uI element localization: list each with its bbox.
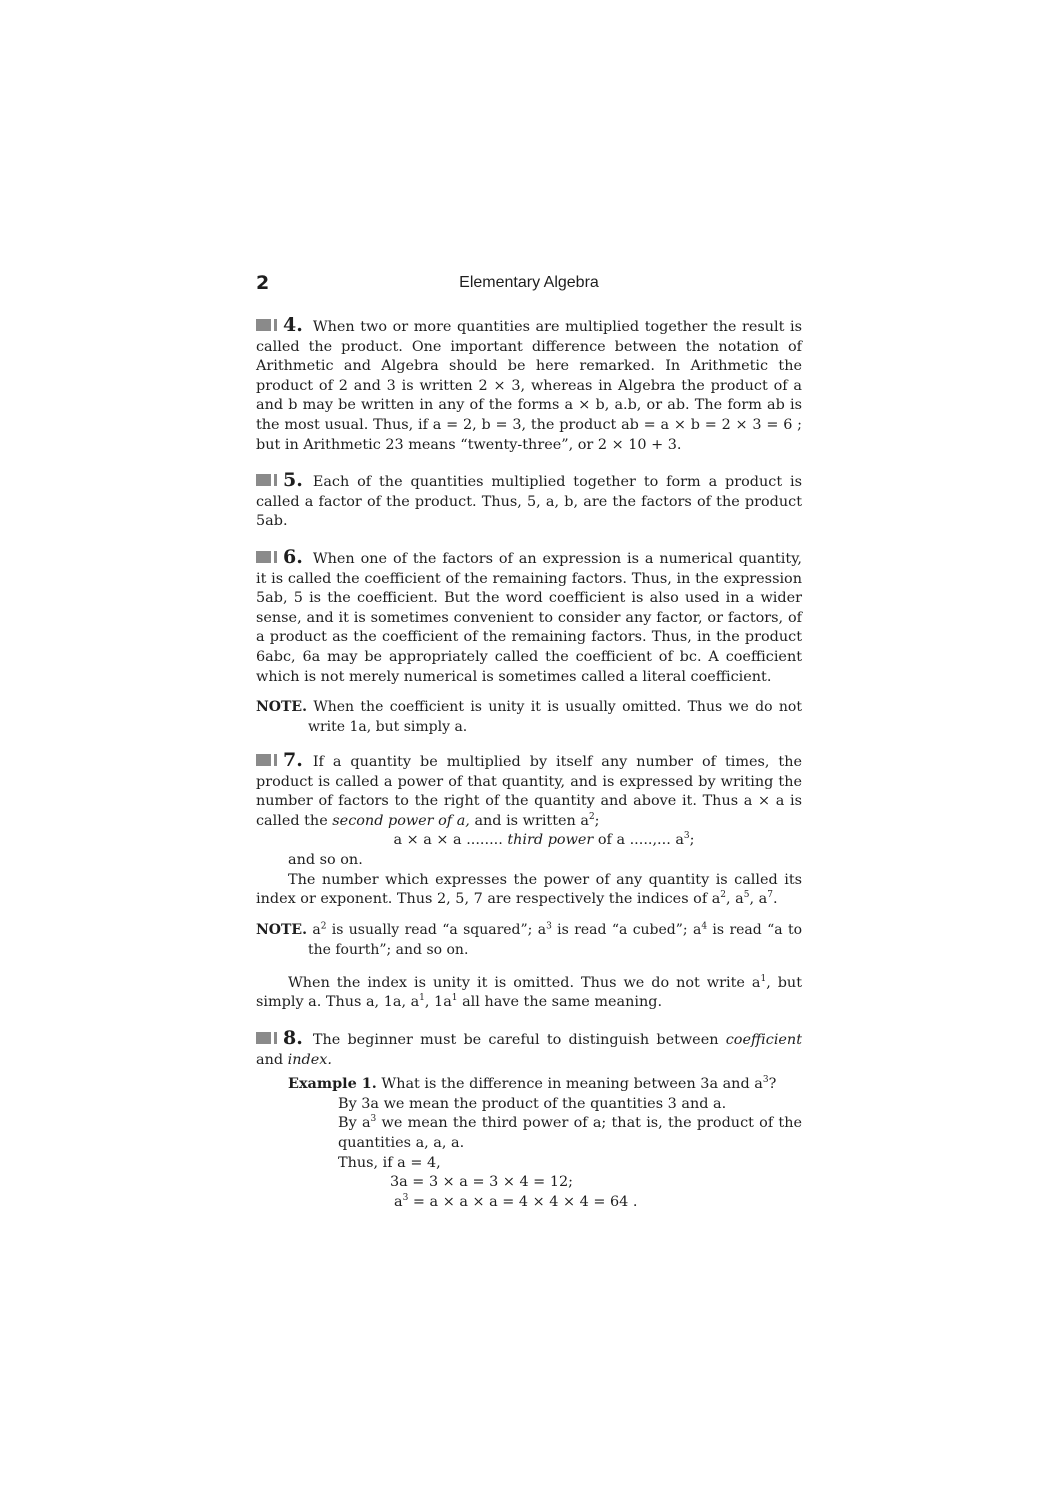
- superscript: 2: [588, 812, 595, 823]
- section-5: [256, 471, 802, 532]
- superscript: 3: [546, 921, 552, 932]
- section-text: The number which expresses the power of any quantity is called its index or exponent. Thus 2, 5, 7 are respectively the indices of a: [256, 871, 802, 908]
- section-4-paragraph: [256, 316, 802, 455]
- section-8-paragraph: [256, 1029, 802, 1070]
- section-4: [256, 316, 802, 455]
- section-7: [256, 751, 802, 910]
- emphasis-text: index.: [287, 1051, 332, 1068]
- superscript: 3: [683, 831, 690, 842]
- example-line-1: By 3a we mean the product of the quantities 3 and a.: [338, 1095, 727, 1112]
- example-text: ?: [768, 1076, 777, 1093]
- and-so-on: and so on.: [288, 852, 363, 869]
- section-number: 6.: [283, 545, 303, 568]
- section-8: [256, 1029, 802, 1212]
- section-text: and: [256, 1051, 284, 1068]
- section-number: 7.: [283, 749, 303, 772]
- page-header: [256, 270, 802, 300]
- superscript: 5: [743, 890, 750, 901]
- section-7-paragraph: [256, 751, 802, 831]
- example-calc-1: 3a = 3 × a = 3 × 4 = 12;: [390, 1174, 573, 1191]
- power-formula: [256, 831, 802, 851]
- note-text: When the coefficient is unity it is usually omitted. Thus we do not write 1a, but simply a.: [308, 699, 802, 736]
- section-text: When the index is unity it is omitted. Thus we do not write a: [288, 974, 761, 991]
- section-text: Each of the quantities multiplied together to form a product is called a factor of the product. Thus, 5, a, b, are the factors of the product 5ab.: [256, 474, 802, 530]
- example-label: Example 1.: [288, 1075, 377, 1093]
- superscript: 3: [762, 1075, 769, 1086]
- example-line-2: [256, 1114, 802, 1153]
- section-text: The beginner must be careful to distinguish between: [312, 1032, 719, 1049]
- section-text: , a: [726, 891, 744, 908]
- example-line-3: Thus, if a = 4,: [338, 1154, 441, 1171]
- running-title: Elementary Algebra: [459, 274, 599, 291]
- superscript: 3: [370, 1114, 377, 1125]
- superscript: 1: [760, 974, 767, 985]
- section-text: .: [772, 891, 778, 908]
- section-marker-icon: [256, 754, 277, 766]
- superscript: 7: [767, 890, 773, 901]
- section-marker-icon: [256, 474, 277, 486]
- section-text: , but simply a. Thus a, 1a, a: [256, 974, 802, 1011]
- section-5-paragraph: [256, 471, 802, 532]
- section-number: 4.: [283, 314, 303, 336]
- section-text: ;: [594, 812, 600, 829]
- superscript: 4: [701, 921, 708, 932]
- superscript: 1: [451, 993, 458, 1004]
- section-number: 5.: [283, 469, 303, 492]
- section-text: all have the same meaning.: [457, 994, 663, 1011]
- example-calc-2: [256, 1193, 802, 1213]
- section-marker-icon: [256, 319, 277, 331]
- section-text: , a: [749, 891, 768, 908]
- note-coefficient-unity: [256, 697, 802, 737]
- example-text: By a: [338, 1115, 371, 1132]
- emphasis-text: third power: [507, 832, 594, 849]
- example-text: a: [394, 1193, 403, 1210]
- note-label: NOTE.: [256, 921, 307, 938]
- note-text: a: [312, 921, 321, 938]
- section-marker-icon: [256, 551, 277, 563]
- superscript: 2: [320, 921, 327, 932]
- page-number: 2: [256, 272, 270, 294]
- example-text: What is the difference in meaning between 3a and a: [381, 1076, 763, 1093]
- section-text: If a quantity be multiplied by itself any number of times, the product is called a power of that quantity, and is expressed by writing the number of factors to the right of the quantity and above it. Thus a × a is called the: [256, 754, 802, 829]
- section-6-paragraph: [256, 545, 802, 687]
- note-text: is read “a cubed”; a: [551, 921, 702, 938]
- section-text: When one of the factors of an expression is a numerical quantity, it is called the coefficient of the remaining factors. Thus, in the expression 5ab, 5 is the coefficient. But the word coefficient is also used in a wider sense, and it is sometimes convenient to consider any factor, or factors, of a product as the coefficient of the remaining factors. Thus, in the product 6abc, 6a may be appropriately called the coefficient of bc. A coefficient which is not merely numerical is sometimes called a literal coefficient.: [256, 550, 802, 685]
- example-text: we mean the third power of a; that is, the product of the quantities a, a, a.: [338, 1115, 802, 1151]
- superscript: 3: [402, 1192, 409, 1203]
- index-paragraph: [256, 871, 802, 910]
- superscript: 1: [419, 993, 425, 1004]
- formula-text: of a .....,... a: [597, 832, 684, 849]
- formula-text: ;: [689, 832, 695, 849]
- section-text: , 1a: [424, 994, 452, 1011]
- example-text: = a × a × a = 4 × 4 × 4 = 64 .: [408, 1193, 638, 1210]
- section-6: [256, 545, 802, 687]
- note-powers-reading: [256, 920, 802, 960]
- page-body: [256, 316, 802, 1228]
- emphasis-text: second power of a,: [332, 812, 470, 829]
- section-text: When two or more quantities are multiplied together the result is called the product. One important difference between the notation of Arithmetic and Algebra should be here remarked. In Arithmetic the product of 2 and 3 is written 2 × 3, whereas in Algebra the product of a and b may be written in any of the forms a × b, a.b, or ab. The form ab is the most usual. Thus, if a = 2, b = 3, the product ab = a × b = 2 × 3 = 6 ; but in Arithmetic 23 means “twenty-three”, or 2 × 10 + 3.: [256, 319, 802, 453]
- unity-index-paragraph: [256, 974, 802, 1013]
- note-text: is usually read “a squared”; a: [326, 921, 547, 938]
- emphasis-text: coefficient: [725, 1032, 802, 1049]
- example-question: [256, 1074, 802, 1095]
- formula-text: a × a × a ........: [393, 832, 503, 849]
- section-number: 8.: [283, 1027, 303, 1050]
- section-marker-icon: [256, 1032, 277, 1044]
- superscript: 2: [720, 890, 727, 901]
- unity-index-block: [256, 974, 802, 1013]
- section-text: and is written a: [474, 812, 589, 829]
- note-label: NOTE.: [256, 699, 307, 716]
- note-text: is read “a to the fourth”; and so on.: [308, 921, 802, 958]
